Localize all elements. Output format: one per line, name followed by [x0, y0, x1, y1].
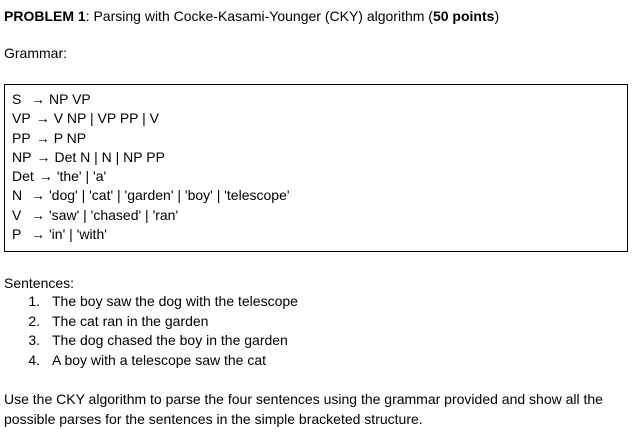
rule-lhs: S [12, 91, 22, 107]
sentence-number: 1. [28, 293, 40, 309]
problem-points: 50 points [432, 8, 495, 24]
sentence-number: 3. [28, 332, 40, 348]
rule-lhs: P [12, 226, 22, 243]
sentence-item [0, 351, 298, 371]
grammar-rule [12, 109, 627, 128]
sentence-item [0, 312, 298, 332]
arrow-icon: → [35, 129, 50, 146]
grammar-rule [12, 90, 627, 109]
problem-label: PROBLEM 1 [4, 8, 86, 24]
arrow-icon: → [35, 110, 50, 127]
arrow-icon: → [31, 91, 45, 107]
rule-rhs: V NP | VP PP | V [53, 110, 160, 127]
problem-title [4, 7, 499, 25]
instructions-paragraph: Use the CKY algorithm to parse the four sentences using the grammar provided and show all the possible parses for the sentences in the simple bracketed structure. [4, 391, 603, 427]
rule-lhs: PP [12, 129, 31, 146]
grammar-rule [12, 206, 627, 225]
rule-lhs: Det [12, 168, 34, 185]
sentences-label: Sentences: [4, 275, 75, 291]
sentence-item [0, 331, 298, 351]
grammar-label: Grammar: [4, 45, 67, 61]
problem-title-text: Parsing with Cocke-Kasami-Younger (CKY) algorithm ( [93, 8, 433, 24]
arrow-icon: → [31, 206, 45, 223]
arrow-icon: → [31, 187, 45, 204]
rule-rhs: 'saw' | 'chased' | 'ran' [49, 206, 179, 223]
rule-lhs: NP [12, 148, 32, 165]
arrow-icon: → [31, 226, 45, 243]
rule-lhs: N [12, 187, 23, 204]
rule-rhs: NP VP [49, 91, 91, 107]
sentence-text: A boy with a telescope saw the cat [52, 351, 267, 368]
sentence-number: 2. [28, 312, 40, 329]
sentence-text: The boy saw the dog with the telescope [52, 293, 298, 309]
grammar-box [4, 84, 628, 252]
problem-separator: : [85, 8, 94, 24]
grammar-rule [12, 167, 627, 186]
arrow-icon: → [36, 148, 51, 165]
arrow-icon: → [38, 168, 53, 185]
rule-lhs: VP [12, 110, 31, 127]
sentence-text: The cat ran in the garden [52, 312, 209, 329]
rule-rhs: Det N | N | NP PP [54, 148, 165, 165]
rule-lhs: V [12, 206, 22, 223]
problem-title-close: ) [494, 8, 500, 24]
rule-rhs: 'the' | 'a' [56, 168, 107, 185]
grammar-rule [12, 186, 627, 205]
sentence-list [0, 292, 298, 370]
grammar-rule [12, 129, 627, 148]
sentence-text: The dog chased the boy in the garden [52, 332, 288, 348]
rule-rhs: 'dog' | 'cat' | 'garden' | 'boy' | 'telescope' [49, 187, 290, 204]
sentence-item [0, 292, 298, 312]
grammar-rule [12, 148, 627, 167]
rule-rhs: 'in' | 'with' [49, 226, 107, 243]
grammar-rule [12, 225, 627, 244]
rule-rhs: P NP [53, 129, 87, 146]
sentence-number: 4. [28, 351, 40, 368]
